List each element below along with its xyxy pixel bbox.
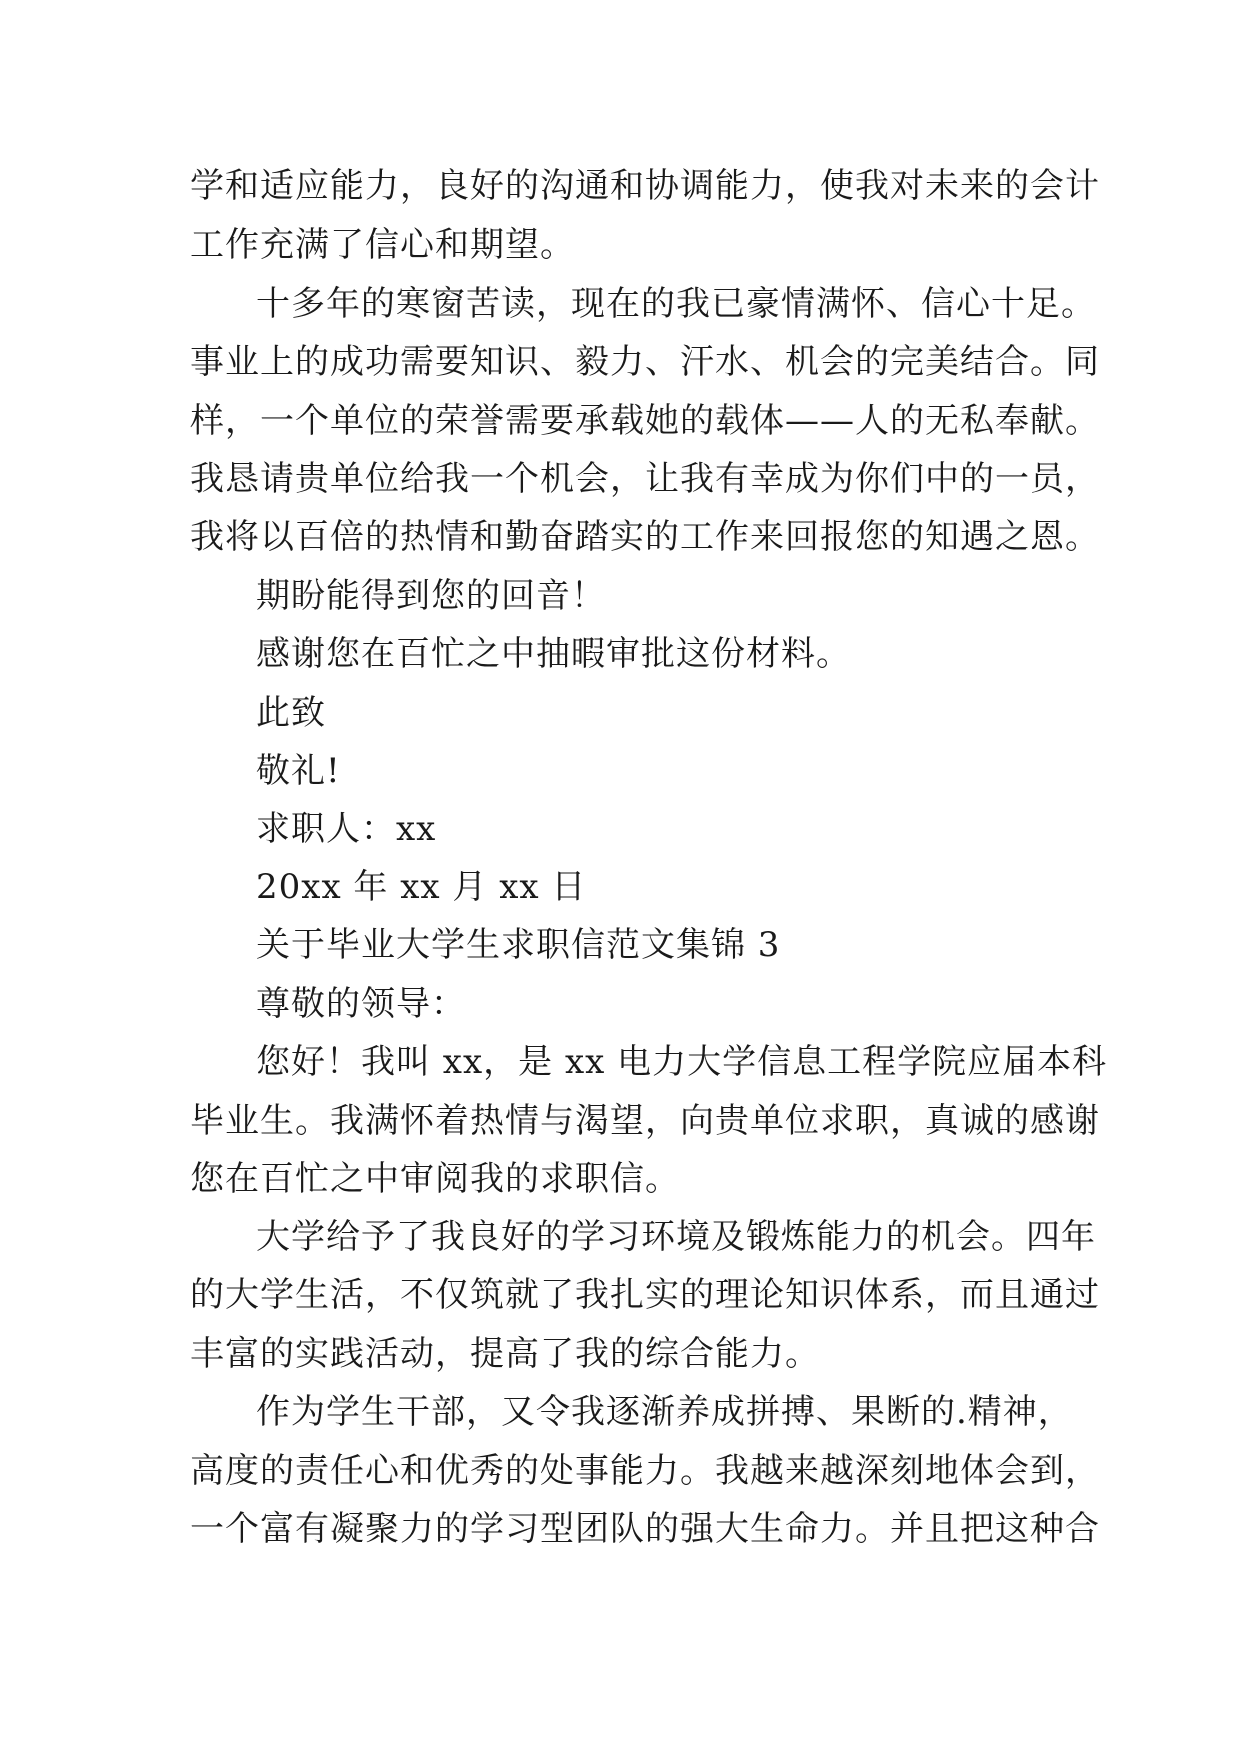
letter-date: 20xx 年 xx 月 xx 日 xyxy=(256,867,587,907)
paragraph-first-line: 期盼能得到您的回音！ xyxy=(256,576,606,616)
closing-salutation: 敬礼! xyxy=(256,751,341,791)
paragraph-first-line: 作为学生干部，又令我逐渐养成拼搏、果断的.精神， xyxy=(256,1392,1073,1432)
applicant-signature: 求职人：xx xyxy=(256,809,437,849)
body-text-line: 工作充满了信心和期望。 xyxy=(190,225,575,265)
paragraph-first-line: 您好！我叫 xx，是 xx 电力大学信息工程学院应届本科 xyxy=(256,1042,1108,1082)
body-text-line: 丰富的实践活动，提高了我的综合能力。 xyxy=(190,1334,820,1374)
letter-greeting: 尊敬的领导： xyxy=(256,984,466,1024)
body-text-line: 事业上的成功需要知识、毅力、汗水、机会的完美结合。同 xyxy=(190,342,1100,382)
body-text-line: 您在百忙之中审阅我的求职信。 xyxy=(190,1159,680,1199)
body-text-line: 一个富有凝聚力的学习型团队的强大生命力。并且把这种合 xyxy=(190,1509,1100,1549)
closing-line: 此致 xyxy=(256,693,326,733)
body-text-line: 学和适应能力，良好的沟通和协调能力，使我对未来的会计 xyxy=(190,166,1100,206)
body-text-line: 毕业生。我满怀着热情与渴望，向贵单位求职，真诚的感谢 xyxy=(190,1101,1100,1141)
body-text-line: 样，一个单位的荣誉需要承载她的载体——人的无私奉献。 xyxy=(190,401,1100,441)
paragraph-first-line: 感谢您在百忙之中抽暇审批这份材料。 xyxy=(256,634,851,674)
paragraph-first-line: 十多年的寒窗苦读，现在的我已豪情满怀、信心十足。 xyxy=(256,284,1096,324)
paragraph-first-line: 大学给予了我良好的学习环境及锻炼能力的机会。四年 xyxy=(256,1217,1096,1257)
body-text-line: 的大学生活，不仅筑就了我扎实的理论知识体系，而且通过 xyxy=(190,1275,1100,1315)
body-text-line: 我恳请贵单位给我一个机会，让我有幸成为你们中的一员， xyxy=(190,459,1100,499)
body-text-line: 我将以百倍的热情和勤奋踏实的工作来回报您的知遇之恩。 xyxy=(190,517,1100,557)
body-text-line: 高度的责任心和优秀的处事能力。我越来越深刻地体会到， xyxy=(190,1451,1100,1491)
section-title: 关于毕业大学生求职信范文集锦 3 xyxy=(256,925,781,965)
